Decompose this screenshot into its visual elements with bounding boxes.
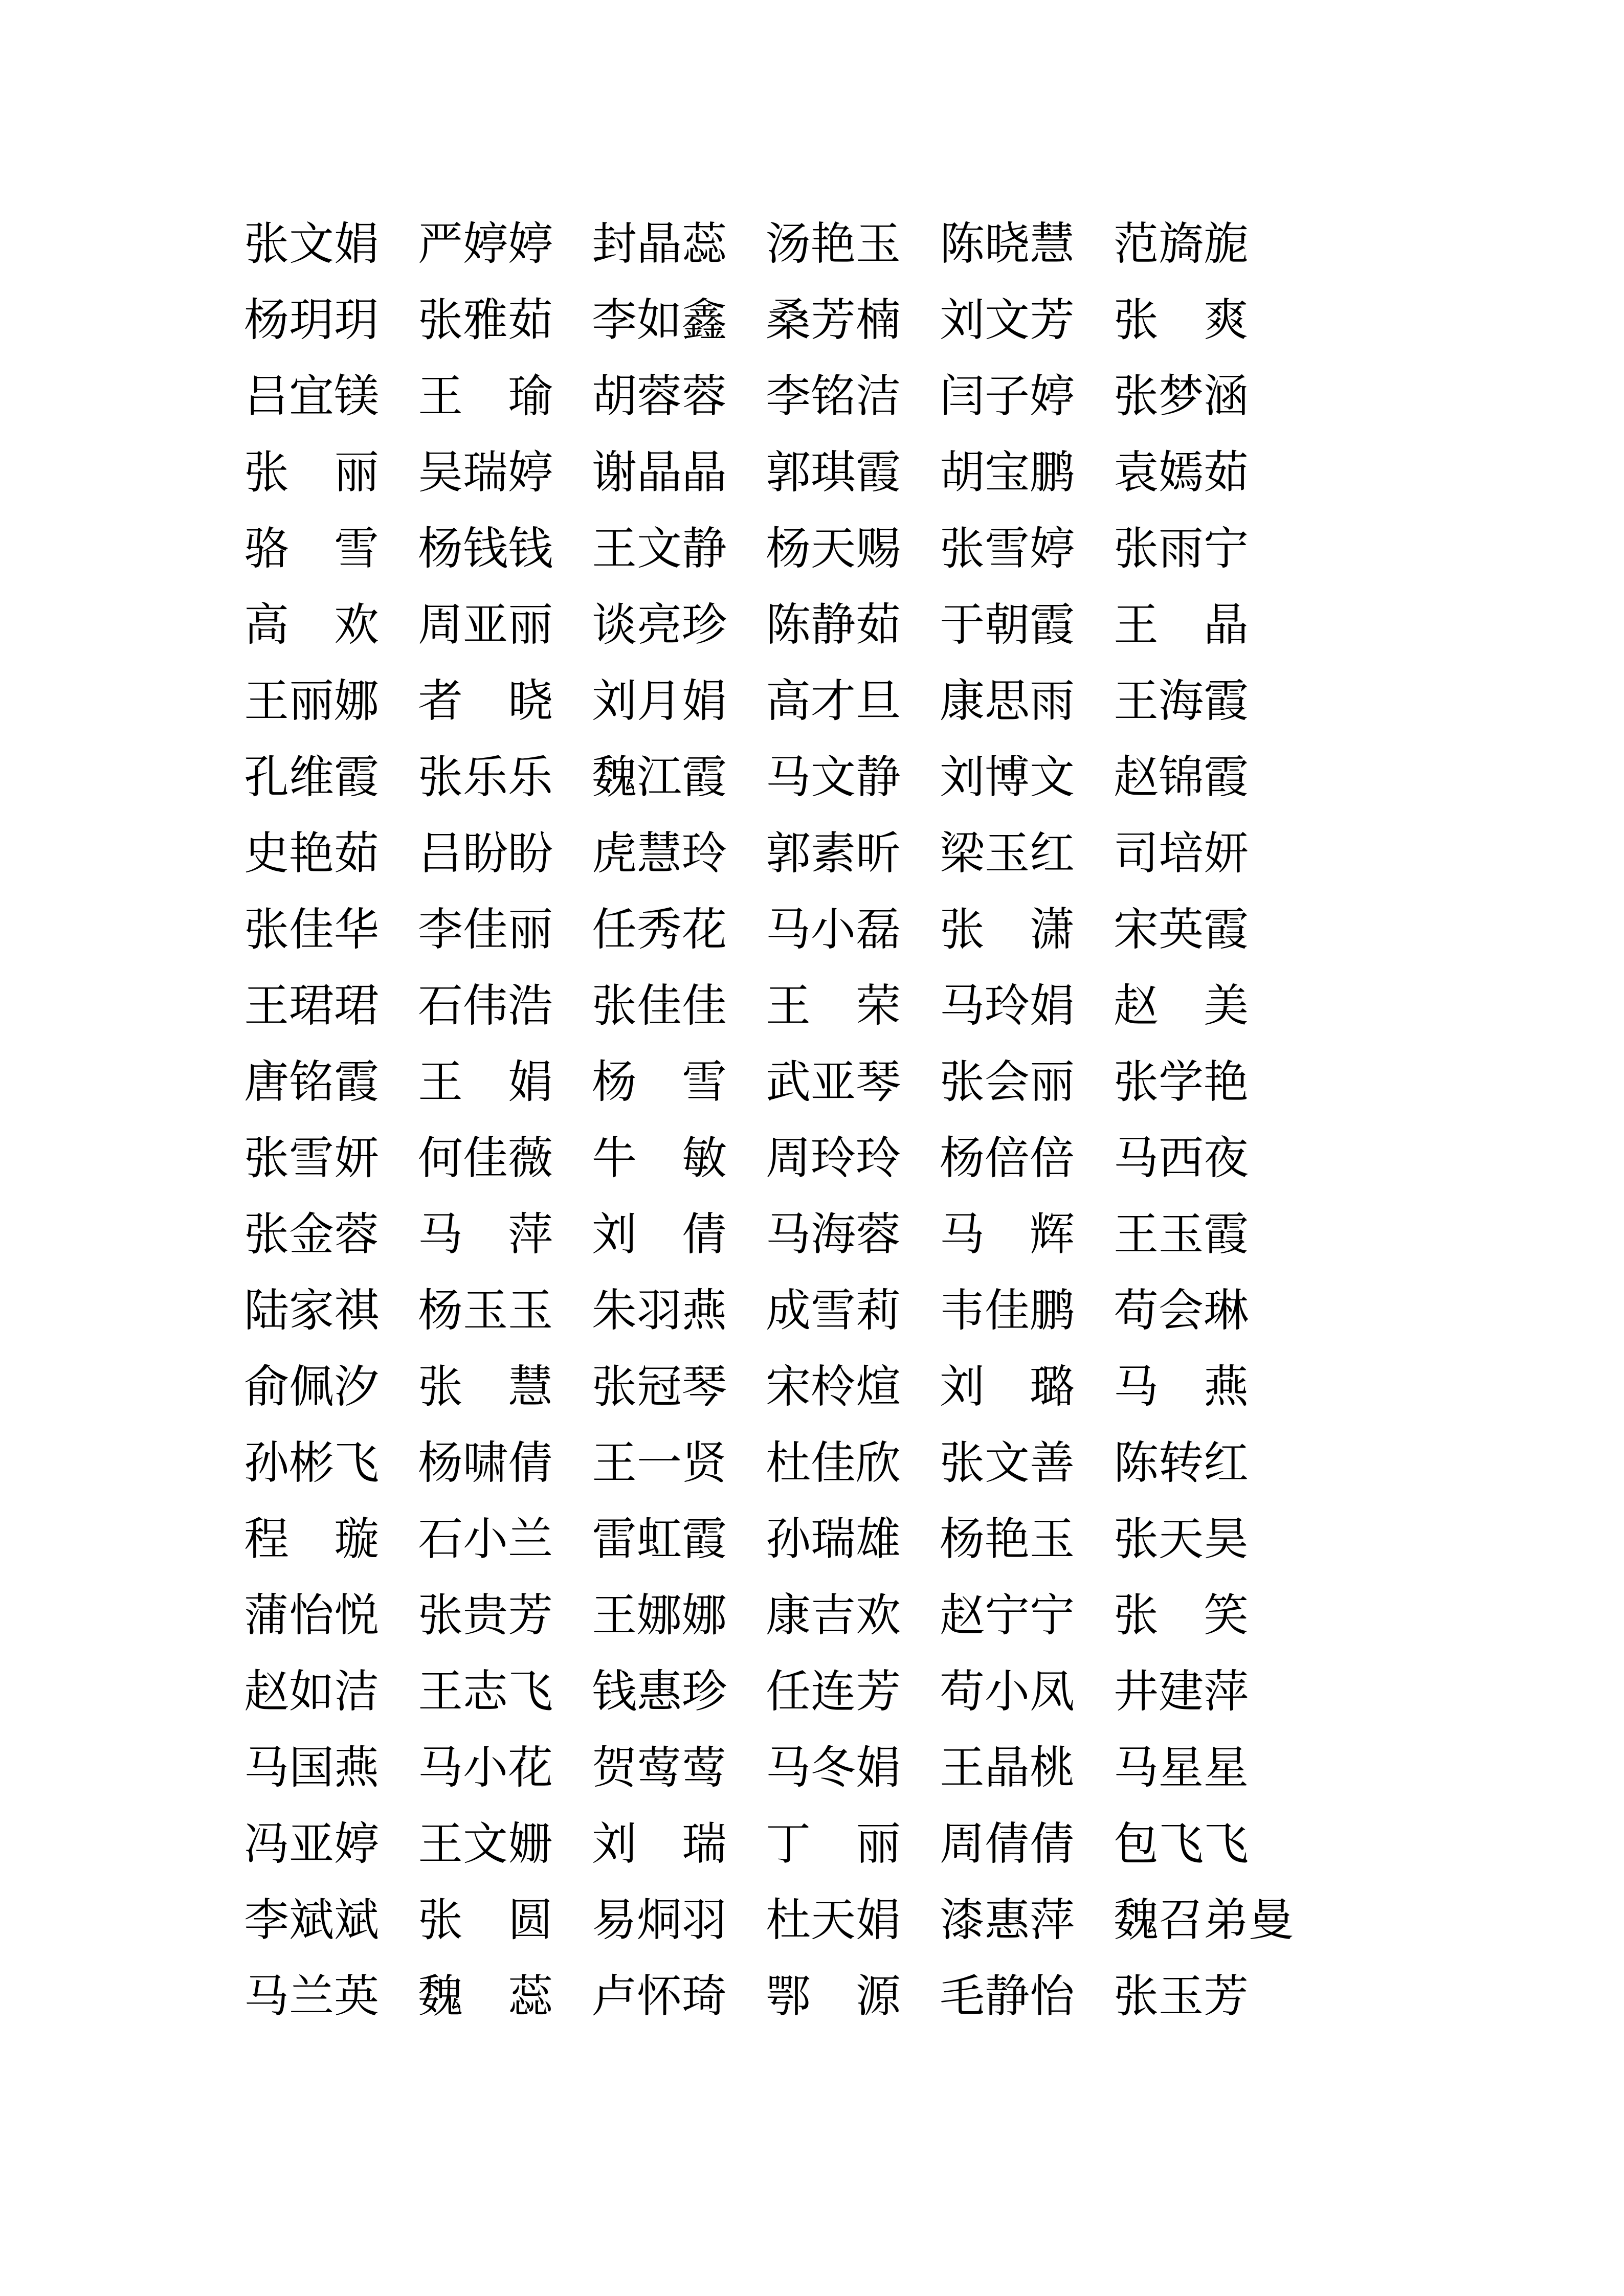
- name-cell: 史艳茹: [244, 829, 380, 879]
- name-row: [244, 207, 1249, 283]
- name-cell: 马辉: [940, 1210, 1075, 1260]
- name-row: [244, 1959, 1249, 2035]
- name-cell: 郭琪霞: [766, 448, 901, 498]
- name-cell: 刘璐: [940, 1362, 1075, 1412]
- name-cell: 魏召弟曼: [1114, 1896, 1294, 1946]
- name-cell: 李佳丽: [418, 905, 553, 955]
- name-cell: 成雪莉: [766, 1286, 901, 1336]
- name-cell: 张圆: [418, 1896, 553, 1946]
- name-cell: 马小花: [418, 1743, 553, 1793]
- name-cell: 宋柃煊: [766, 1362, 901, 1412]
- name-row: [244, 969, 1249, 1045]
- name-cell: 封晶蕊: [592, 219, 727, 269]
- name-cell: 杜佳欣: [766, 1438, 901, 1489]
- name-row: [244, 359, 1249, 435]
- name-cell: 宋英霞: [1114, 905, 1249, 955]
- name-cell: 张雅茹: [418, 296, 553, 346]
- name-row: [244, 588, 1249, 664]
- name-cell: 张学艳: [1114, 1057, 1249, 1108]
- name-cell: 马西夜: [1114, 1134, 1249, 1184]
- name-cell: 严婷婷: [418, 219, 553, 269]
- name-cell: 杨艳玉: [940, 1515, 1075, 1565]
- name-cell: 刘倩: [592, 1210, 727, 1260]
- name-row: [244, 740, 1249, 816]
- name-cell: 高欢: [244, 600, 379, 650]
- name-cell: 赵美: [1114, 981, 1249, 1031]
- name-row: [244, 1121, 1249, 1197]
- name-cell: 马国燕: [244, 1743, 380, 1793]
- name-cell: 王晶桃: [940, 1743, 1075, 1793]
- name-cell: 张丽: [244, 448, 379, 498]
- name-cell: 张文善: [940, 1438, 1075, 1489]
- name-cell: 周倩倩: [940, 1819, 1075, 1870]
- name-row: [244, 816, 1249, 892]
- name-cell: 任连芳: [766, 1667, 901, 1717]
- name-cell: 魏江霞: [592, 753, 727, 803]
- name-cell: 唐铭霞: [244, 1057, 380, 1108]
- name-cell: 蒲怡悦: [244, 1591, 380, 1641]
- name-cell: 包飞飞: [1114, 1819, 1249, 1870]
- name-cell: 石小兰: [418, 1515, 553, 1565]
- name-row: [244, 1349, 1249, 1426]
- name-cell: 孙瑞雄: [766, 1515, 901, 1565]
- name-cell: 俞佩汐: [244, 1362, 380, 1412]
- name-cell: 李斌斌: [244, 1896, 380, 1946]
- name-cell: 鄂源: [766, 1972, 901, 2022]
- name-cell: 陈晓慧: [940, 219, 1075, 269]
- name-cell: 马星星: [1114, 1743, 1249, 1793]
- name-cell: 杨啸倩: [418, 1438, 553, 1489]
- name-cell: 张笑: [1114, 1591, 1249, 1641]
- name-cell: 朱羽燕: [592, 1286, 727, 1336]
- name-cell: 刘月娟: [592, 677, 727, 727]
- name-cell: 杜天娟: [766, 1896, 901, 1946]
- name-cell: 张贵芳: [418, 1591, 553, 1641]
- name-cell: 骆雪: [244, 524, 379, 574]
- name-row: [244, 1273, 1249, 1349]
- name-cell: 闫子婷: [940, 372, 1075, 422]
- name-cell: 马萍: [418, 1210, 553, 1260]
- name-row: [244, 892, 1249, 969]
- name-cell: 李铭洁: [766, 372, 901, 422]
- name-cell: 张金蓉: [244, 1210, 380, 1260]
- name-row: [244, 1045, 1249, 1121]
- name-row: [244, 664, 1249, 740]
- name-cell: 谈亮珍: [592, 600, 727, 650]
- name-cell: 王丽娜: [244, 677, 380, 727]
- name-cell: 杨玉玉: [418, 1286, 553, 1336]
- name-row: [244, 1654, 1249, 1730]
- name-cell: 马小磊: [766, 905, 901, 955]
- name-cell: 虎慧玲: [592, 829, 727, 879]
- name-cell: 程璇: [244, 1515, 379, 1565]
- name-cell: 王瑜: [418, 372, 553, 422]
- name-cell: 吕盼盼: [418, 829, 553, 879]
- name-cell: 王志飞: [418, 1667, 553, 1717]
- name-cell: 卢怀琦: [592, 1972, 727, 2022]
- name-cell: 杨天赐: [766, 524, 901, 574]
- name-row: [244, 435, 1249, 511]
- name-cell: 马兰英: [244, 1972, 380, 2022]
- name-cell: 马海蓉: [766, 1210, 901, 1260]
- name-cell: 桑芳楠: [766, 296, 901, 346]
- name-cell: 郭素昕: [766, 829, 901, 879]
- name-cell: 苟会琳: [1114, 1286, 1249, 1336]
- name-cell: 张会丽: [940, 1057, 1075, 1108]
- name-cell: 钱惠珍: [592, 1667, 727, 1717]
- name-cell: 谢晶晶: [592, 448, 727, 498]
- name-cell: 漆惠萍: [940, 1896, 1075, 1946]
- name-cell: 王珺珺: [244, 981, 380, 1031]
- name-cell: 杨雪: [592, 1057, 727, 1108]
- name-grid: [244, 207, 1294, 2035]
- name-cell: 康思雨: [940, 677, 1075, 727]
- name-cell: 王文静: [592, 524, 727, 574]
- name-cell: 马燕: [1114, 1362, 1249, 1412]
- name-cell: 刘文芳: [940, 296, 1075, 346]
- name-cell: 武亚琴: [766, 1057, 901, 1108]
- name-cell: 王文姗: [418, 1819, 553, 1870]
- name-cell: 井建萍: [1114, 1667, 1249, 1717]
- name-cell: 刘瑞: [592, 1819, 727, 1870]
- name-cell: 王晶: [1114, 600, 1249, 650]
- name-cell: 吴瑞婷: [418, 448, 553, 498]
- name-cell: 冯亚婷: [244, 1819, 380, 1870]
- name-cell: 马玲娟: [940, 981, 1075, 1031]
- name-cell: 周亚丽: [418, 600, 553, 650]
- name-cell: 张潇: [940, 905, 1075, 955]
- name-cell: 马冬娟: [766, 1743, 901, 1793]
- name-cell: 张雨宁: [1114, 524, 1249, 574]
- name-cell: 张慧: [418, 1362, 553, 1412]
- name-cell: 范旖旎: [1114, 219, 1249, 269]
- name-row: [244, 1197, 1249, 1273]
- name-row: [244, 1807, 1249, 1883]
- name-cell: 张佳佳: [592, 981, 727, 1031]
- name-cell: 王一贤: [592, 1438, 727, 1489]
- name-cell: 陆家祺: [244, 1286, 380, 1336]
- name-cell: 张玉芳: [1114, 1972, 1249, 2022]
- name-cell: 赵宁宁: [940, 1591, 1075, 1641]
- name-cell: 高才旦: [766, 677, 901, 727]
- name-row: [244, 511, 1249, 588]
- name-cell: 王娜娜: [592, 1591, 727, 1641]
- name-cell: 汤艳玉: [766, 219, 901, 269]
- name-row: [244, 1578, 1249, 1654]
- name-cell: 胡宝鹏: [940, 448, 1075, 498]
- name-cell: 张雪婷: [940, 524, 1075, 574]
- name-cell: 李如鑫: [592, 296, 727, 346]
- name-cell: 陈转红: [1114, 1438, 1249, 1489]
- name-row: [244, 283, 1249, 359]
- name-cell: 王玉霞: [1114, 1210, 1249, 1260]
- name-cell: 梁玉红: [940, 829, 1075, 879]
- name-cell: 张雪妍: [244, 1134, 380, 1184]
- name-row: [244, 1730, 1249, 1807]
- name-cell: 张乐乐: [418, 753, 553, 803]
- name-cell: 张佳华: [244, 905, 380, 955]
- name-cell: 刘博文: [940, 753, 1075, 803]
- name-cell: 何佳薇: [418, 1134, 553, 1184]
- name-cell: 丁丽: [766, 1819, 901, 1870]
- name-cell: 任秀花: [592, 905, 727, 955]
- name-cell: 张爽: [1114, 296, 1249, 346]
- name-cell: 杨玥玥: [244, 296, 380, 346]
- name-row: [244, 1426, 1249, 1502]
- name-cell: 杨钱钱: [418, 524, 553, 574]
- name-cell: 袁嫣茹: [1114, 448, 1249, 498]
- name-cell: 毛静怡: [940, 1972, 1075, 2022]
- name-cell: 孔维霞: [244, 753, 380, 803]
- name-cell: 杨倍倍: [940, 1134, 1075, 1184]
- name-cell: 王荣: [766, 981, 901, 1031]
- name-cell: 张冠琴: [592, 1362, 727, 1412]
- name-row: [244, 1883, 1294, 1959]
- name-cell: 牛敏: [592, 1134, 727, 1184]
- name-row: [244, 1502, 1249, 1578]
- name-cell: 康吉欢: [766, 1591, 901, 1641]
- name-cell: 王娟: [418, 1057, 553, 1108]
- name-cell: 于朝霞: [940, 600, 1075, 650]
- name-cell: 张文娟: [244, 219, 380, 269]
- name-cell: 魏蕊: [418, 1972, 553, 2022]
- name-cell: 易烔羽: [592, 1896, 727, 1946]
- name-cell: 雷虹霞: [592, 1515, 727, 1565]
- name-cell: 者晓: [418, 677, 553, 727]
- name-cell: 司培妍: [1114, 829, 1249, 879]
- name-cell: 贺莺莺: [592, 1743, 727, 1793]
- name-cell: 周玲玲: [766, 1134, 901, 1184]
- name-cell: 赵如洁: [244, 1667, 380, 1717]
- name-cell: 胡蓉蓉: [592, 372, 727, 422]
- name-cell: 孙彬飞: [244, 1438, 380, 1489]
- name-cell: 张梦涵: [1114, 372, 1249, 422]
- name-cell: 吕宜镁: [244, 372, 380, 422]
- name-cell: 王海霞: [1114, 677, 1249, 727]
- name-cell: 石伟浩: [418, 981, 553, 1031]
- name-cell: 陈静茹: [766, 600, 901, 650]
- name-cell: 苟小凤: [940, 1667, 1075, 1717]
- name-cell: 张天昊: [1114, 1515, 1249, 1565]
- name-cell: 马文静: [766, 753, 901, 803]
- name-cell: 韦佳鹏: [940, 1286, 1075, 1336]
- name-cell: 赵锦霞: [1114, 753, 1249, 803]
